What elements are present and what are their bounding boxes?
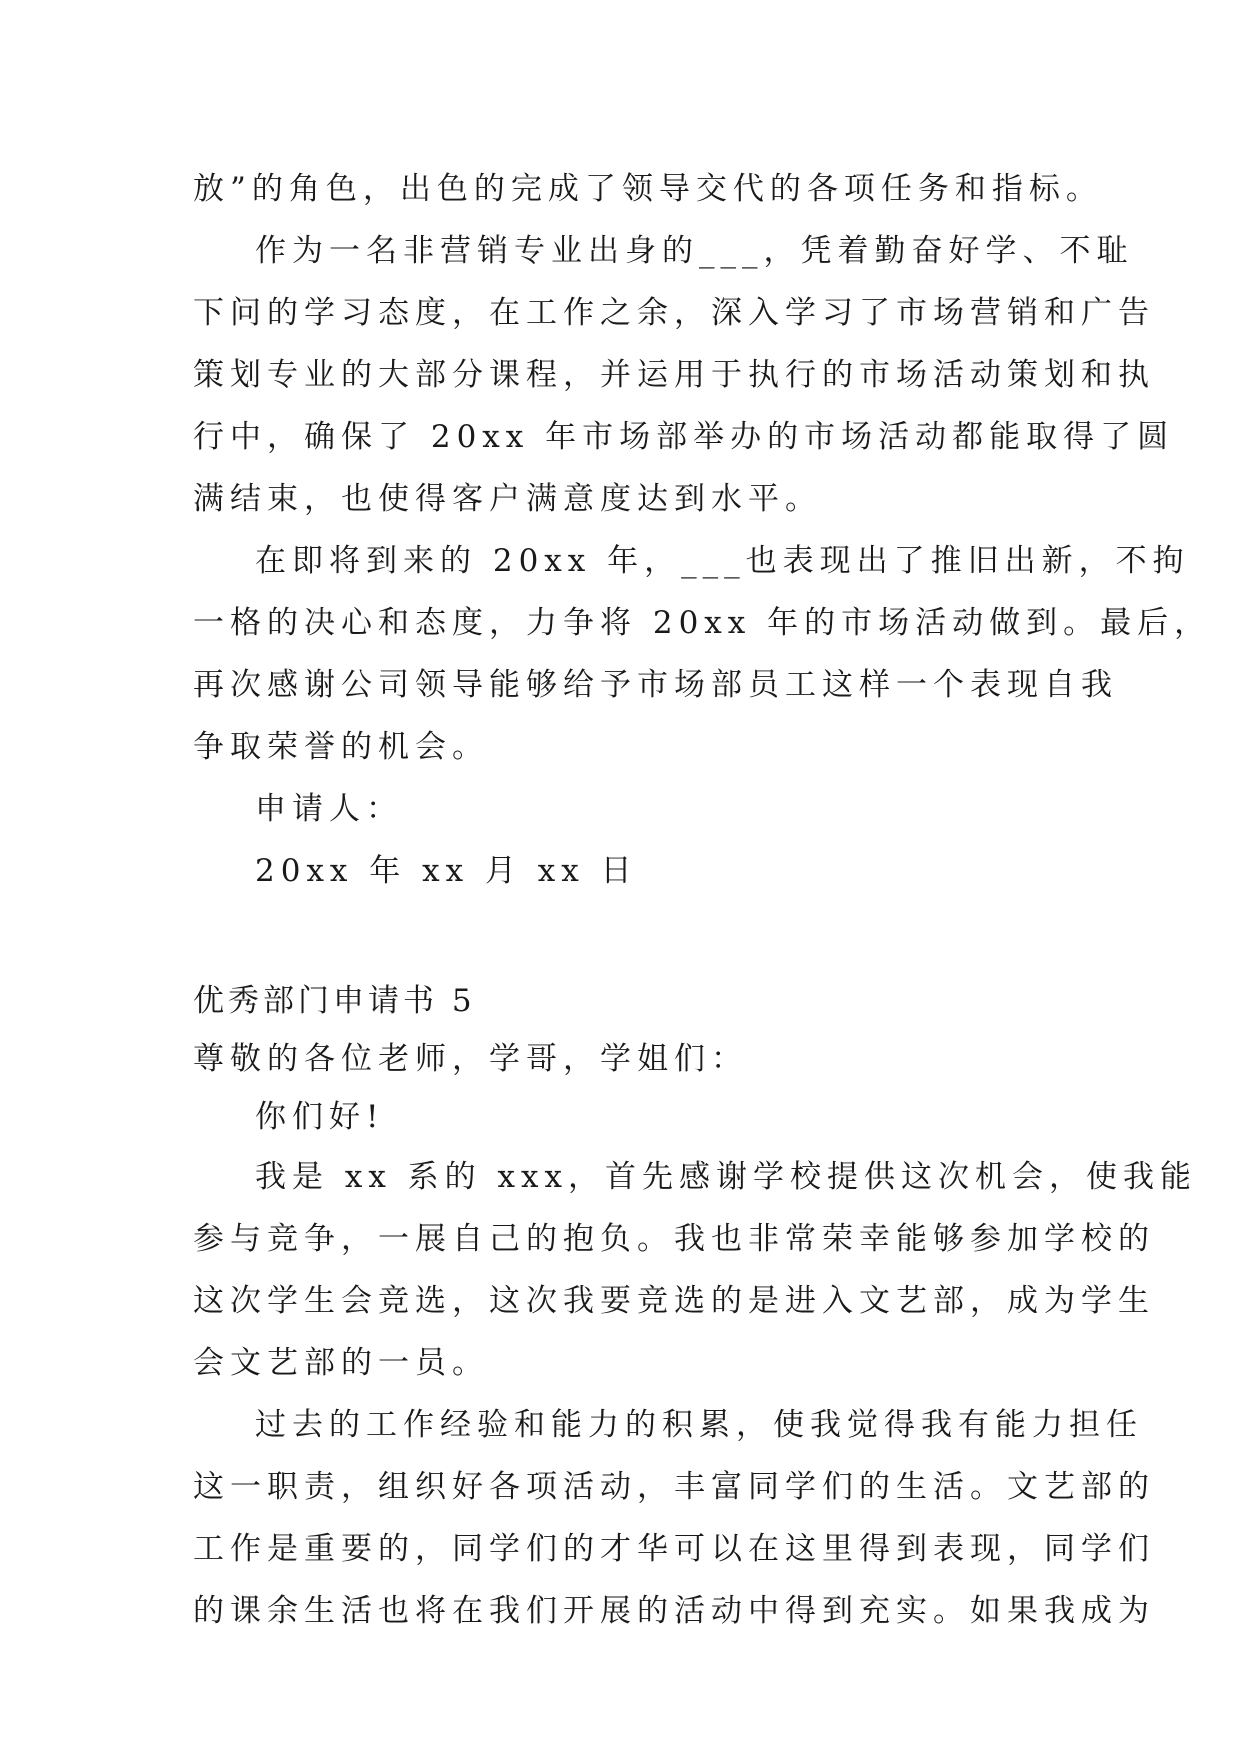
paragraph-line: 策划专业的大部分课程，并运用于执行的市场活动策划和执 xyxy=(193,357,1155,393)
section-spacer xyxy=(193,902,1065,972)
section-title: 优秀部门申请书 5 xyxy=(193,983,476,1019)
paragraph-line: 我是 xx 系的 xxx，首先感谢学校提供这次机会，使我能 xyxy=(255,1159,1197,1195)
paragraph-line: 行中，确保了 20xx 年市场部举办的市场活动都能取得了圆 xyxy=(193,419,1175,455)
paragraph-line: 会文艺部的一员。 xyxy=(193,1345,489,1381)
paragraph-line: 满结束，也使得客户满意度达到水平。 xyxy=(193,481,822,517)
paragraph-line: 参与竞争，一展自己的抱负。我也非常荣幸能够参加学校的 xyxy=(193,1221,1155,1257)
paragraph-line: 在即将到来的 20xx 年，___也表现出了推旧出新，不拘 xyxy=(255,543,1190,579)
paragraph-line: 再次感谢公司领导能够给予市场部员工这样一个表现自我 xyxy=(193,667,1118,703)
paragraph-line: 这一职责，组织好各项活动，丰富同学们的生活。文艺部的 xyxy=(193,1469,1155,1505)
paragraph-line: 作为一名非营销专业出身的___，凭着勤奋好学、不耻 xyxy=(255,233,1134,269)
document-page xyxy=(193,158,1212,1642)
date-line: 20xx 年 xx 月 xx 日 xyxy=(255,853,638,889)
salutation: 尊敬的各位老师，学哥，学姐们： xyxy=(193,1041,748,1077)
paragraph-line: 过去的工作经验和能力的积累，使我觉得我有能力担任 xyxy=(255,1407,1143,1443)
greeting: 你们好! xyxy=(255,1099,385,1135)
paragraph-line: 的课余生活也将在我们开展的活动中得到充实。如果我成为 xyxy=(193,1593,1155,1629)
paragraph-line: 争取荣誉的机会。 xyxy=(193,729,489,765)
paragraph-line: 下问的学习态度，在工作之余，深入学习了市场营销和广告 xyxy=(193,295,1155,331)
applicant-label: 申请人： xyxy=(255,791,403,827)
paragraph-line: 放”的角色，出色的完成了领导交代的各项任务和指标。 xyxy=(193,171,1103,207)
paragraph-line: 这次学生会竞选，这次我要竞选的是进入文艺部，成为学生 xyxy=(193,1283,1155,1319)
paragraph-line: 工作是重要的，同学们的才华可以在这里得到表现，同学们 xyxy=(193,1531,1155,1567)
paragraph-line: 一格的决心和态度，力争将 20xx 年的市场活动做到。最后， xyxy=(193,605,1212,641)
